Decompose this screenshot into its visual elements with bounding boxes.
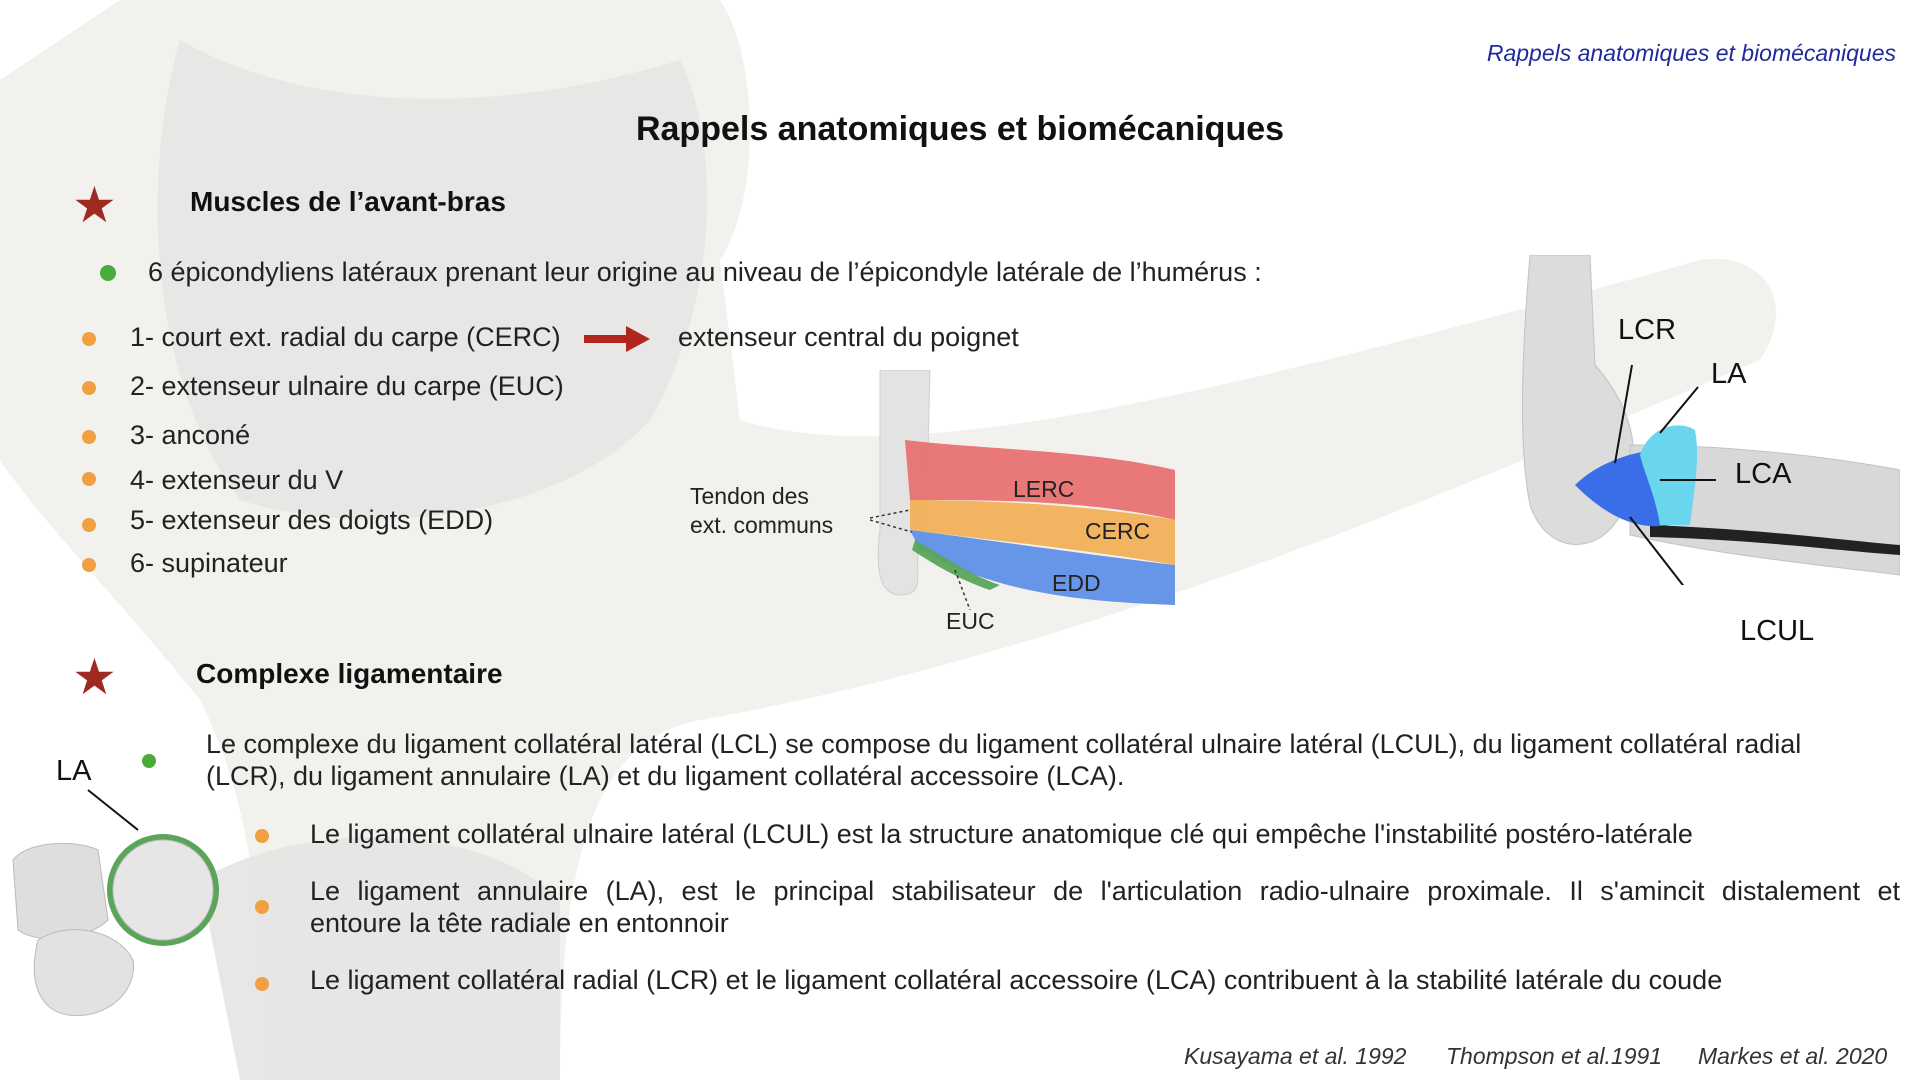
la-label: LA bbox=[1711, 358, 1747, 390]
bullet-dot-icon bbox=[82, 381, 96, 395]
muscle-item: 4- extenseur du V bbox=[130, 465, 344, 495]
arrow-right-icon bbox=[584, 324, 650, 354]
lca-label: LCA bbox=[1735, 458, 1792, 490]
star-icon: ★ bbox=[72, 649, 117, 705]
muscle-item: 6- supinateur bbox=[130, 548, 288, 578]
muscle-item: 5- extenseur des doigts (EDD) bbox=[130, 505, 494, 535]
lcr-label: LCR bbox=[1618, 314, 1677, 346]
bullet-dot-icon bbox=[82, 472, 96, 486]
euc-label: EUC bbox=[946, 608, 995, 634]
section-title-muscles: Muscles de l’avant-bras bbox=[190, 186, 506, 217]
bullet-dot-icon bbox=[255, 829, 269, 843]
radial-head-la-label: LA bbox=[56, 755, 92, 787]
ligament-bullet-text: Le ligament annulaire (LA), est le principal stabilisateur de l'articulation radio-ulnaire proximale. Il s'amincit distalement et bbox=[310, 876, 1900, 906]
radial-head-illustration bbox=[8, 780, 228, 1030]
tendon-label-line1: Tendon des bbox=[690, 483, 809, 509]
cerc-label: CERC bbox=[1085, 518, 1151, 544]
header-title: Rappels anatomiques et biomécaniques bbox=[1486, 40, 1896, 66]
section-title-ligaments: Complexe ligamentaire bbox=[196, 658, 503, 689]
lcul-label: LCUL bbox=[1740, 615, 1815, 647]
bullet-dot-icon bbox=[82, 430, 96, 444]
ligament-intro-line2: (LCR), du ligament annulaire (LA) et du ligament collatéral accessoire (LCA). bbox=[206, 761, 1125, 791]
ligament-intro-line1: Le complexe du ligament collatéral latéral (LCL) se compose du ligament collatéral ulnaire latéral (LCUL), du ligament collatéral radial bbox=[206, 729, 1802, 759]
edd-label: EDD bbox=[1052, 570, 1101, 596]
reference-citation: Thompson et al.1991 bbox=[1446, 1043, 1663, 1069]
tendon-label-line2: ext. communs bbox=[690, 512, 834, 538]
bullet-dot-icon bbox=[255, 977, 269, 991]
star-icon: ★ bbox=[72, 177, 117, 233]
arrow-result-text: extenseur central du poignet bbox=[678, 322, 1019, 352]
ligament-bullet-text: entoure la tête radiale en entonnoir bbox=[310, 908, 729, 938]
page-title: Rappels anatomiques et biomécaniques bbox=[635, 110, 1285, 148]
reference-citation: Markes et al. 2020 bbox=[1698, 1043, 1888, 1069]
bullet-dot-icon bbox=[82, 518, 96, 532]
elbow-ligaments-illustration bbox=[1520, 255, 1900, 585]
reference-citation: Kusayama et al. 1992 bbox=[1184, 1043, 1407, 1069]
bullet-dot-icon bbox=[100, 265, 116, 281]
muscles-intro-text: 6 épicondyliens latéraux prenant leur origine au niveau de l’épicondyle latérale de l’humérus : bbox=[148, 257, 1262, 287]
muscle-item: 2- extenseur ulnaire du carpe (EUC) bbox=[130, 371, 564, 401]
bullet-dot-icon bbox=[82, 558, 96, 572]
muscle-item: 3- anconé bbox=[130, 420, 251, 450]
muscle-item: 1- court ext. radial du carpe (CERC) bbox=[130, 322, 561, 352]
bullet-dot-icon bbox=[142, 754, 156, 768]
bullet-dot-icon bbox=[255, 900, 269, 914]
lerc-label: LERC bbox=[1013, 476, 1075, 502]
ligament-bullet-text: Le ligament collatéral ulnaire latéral (LCUL) est la structure anatomique clé qui empêche l'instabilité postéro-latérale bbox=[310, 819, 1693, 849]
ligament-bullet-text: Le ligament collatéral radial (LCR) et le ligament collatéral accessoire (LCA) contribuent à la stabilité latérale du coude bbox=[310, 965, 1723, 995]
bullet-dot-icon bbox=[82, 332, 96, 346]
